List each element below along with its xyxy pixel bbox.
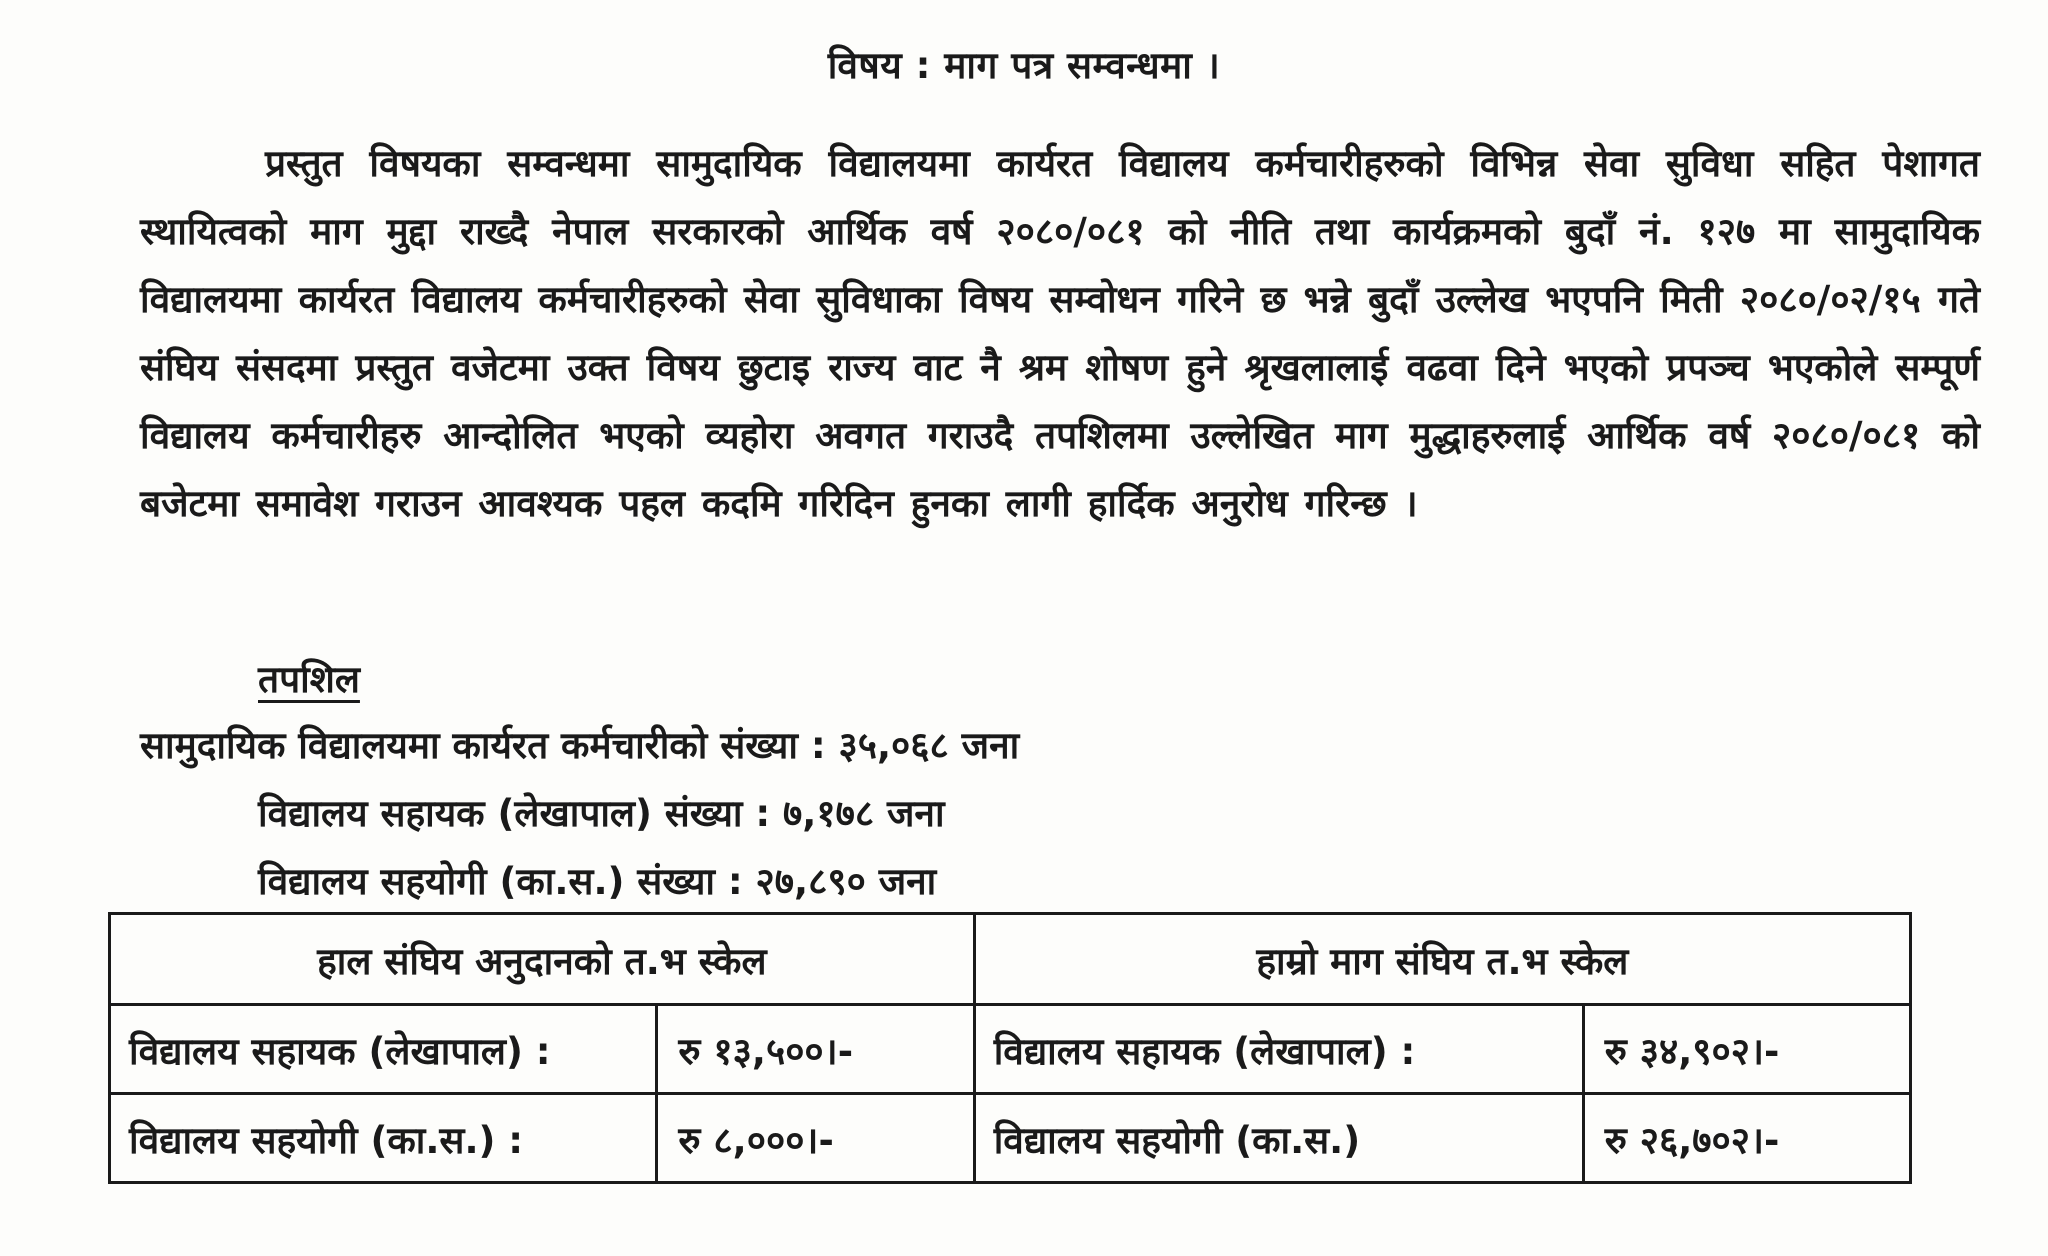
current-label-accountant: विद्यालय सहायक (लेखापाल) :: [110, 1005, 657, 1094]
demand-label-helper: विद्यालय सहयोगी (का.स.): [974, 1094, 1583, 1183]
table-header-row: [110, 914, 1911, 1005]
header-current-scale: हाल संघिय अनुदानको त.भ स्केल: [110, 914, 975, 1005]
table-row: [110, 1005, 1911, 1094]
body-paragraph: प्रस्तुत विषयका सम्वन्धमा सामुदायिक विद्यालयमा कार्यरत विद्यालय कर्मचारीहरुको विभिन्न सेवा सुविधा सहित पेशागत स्थायित्वको माग मुद्दा राख्दै नेपाल सरकारको आर्थिक वर्ष २०८०/०८१ को नीति तथा कार्यक्रमको बुदाँ नं. १२७ मा सामुदायिक विद्यालयमा कार्यरत विद्यालय कर्मचारीहरुको सेवा सुविधाका विषय सम्वोधन गरिने छ भन्ने बुदाँ उल्लेख भएपनि मिती २०८०/०२/१५ गते संघिय संसदमा प्रस्तुत वजेटमा उक्त विषय छुटाइ राज्य वाट नै श्रम शोषण हुने श्रृखलालाई वढवा दिने भएको प्रपञ्च भएकोले सम्पूर्ण विद्यालय कर्मचारीहरु आन्दोलित भएको व्यहोरा अवगत गराउदै तपशिलमा उल्लेखित माग मुद्धाहरुलाई आर्थिक वर्ष २०८०/०८१ को बजेटमा समावेश गराउन आवश्यक पहल कदमि गरिदिन हुनका लागी हार्दिक अनुरोध गरिन्छ ।: [140, 142, 1980, 525]
demand-label-accountant: विद्यालय सहायक (लेखापाल) :: [974, 1005, 1583, 1094]
header-demand-scale: हाम्रो माग संघिय त.भ स्केल: [974, 914, 1910, 1005]
current-amount-helper: रु ८,०००।-: [657, 1094, 974, 1183]
stat-helper-count: विद्यालय सहयोगी (का.स.) संख्या : २७,८९० जना: [258, 860, 937, 903]
demand-amount-accountant: रु ३४,९०२।-: [1583, 1005, 1910, 1094]
current-label-helper: विद्यालय सहयोगी (का.स.) :: [110, 1094, 657, 1183]
tapsil-heading: तपशिल: [258, 658, 360, 701]
current-amount-accountant: रु १३,५००।-: [657, 1005, 974, 1094]
stat-accountant-count: विद्यालय सहायक (लेखापाल) संख्या : ७,१७८ जना: [258, 792, 945, 835]
table-row: [110, 1094, 1911, 1183]
salary-scale-table: [108, 912, 1912, 1184]
subject-line: विषय : माग पत्र सम्वन्धमा ।: [827, 44, 1221, 87]
demand-amount-helper: रु २६,७०२।-: [1583, 1094, 1910, 1183]
stat-total-staff: सामुदायिक विद्यालयमा कार्यरत कर्मचारीको संख्या : ३५,०६८ जना: [140, 724, 1020, 767]
